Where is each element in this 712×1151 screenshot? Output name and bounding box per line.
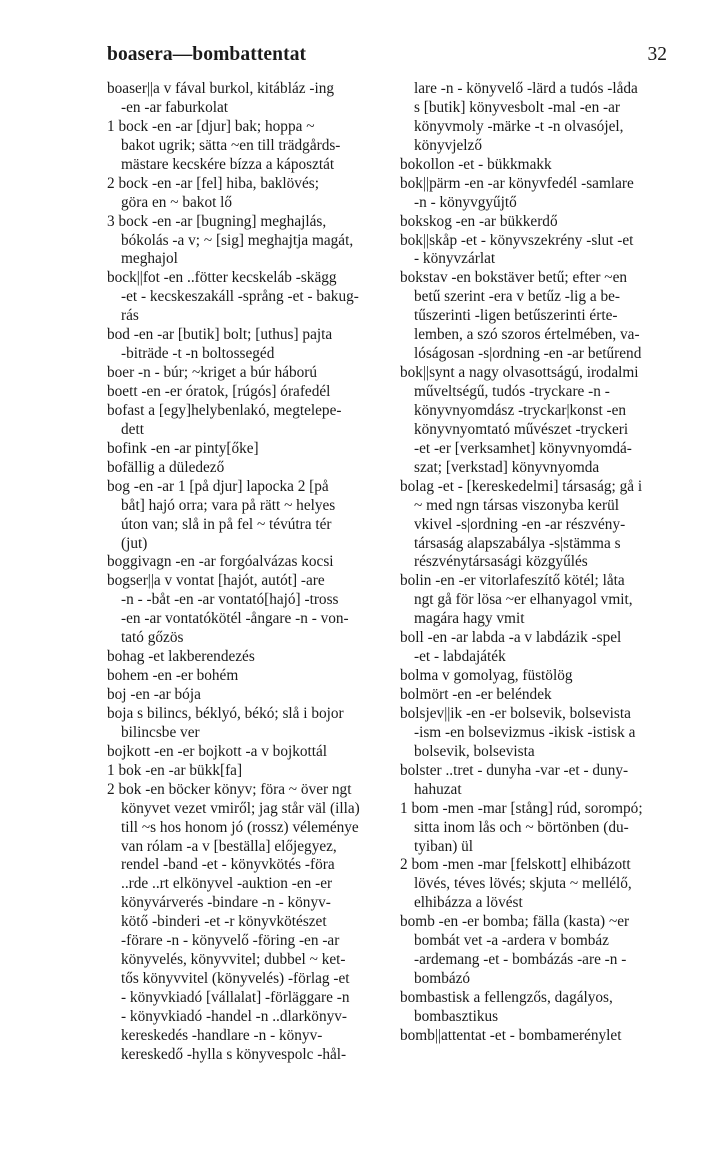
entry-line: bock||fot -en ..fötter kecskeláb -skägg xyxy=(107,269,337,287)
continuation-line: -et - labdajáték xyxy=(414,648,506,666)
continuation-line: könyvjelző xyxy=(414,136,482,154)
continuation-line: (jut) xyxy=(121,534,148,552)
entry-line: bog -en -ar 1 [på djur] lapocka 2 [på xyxy=(107,477,329,495)
entry-line: bofällig a düledező xyxy=(107,458,225,476)
continuation-line: kereskedés -handlare -n - könyv- xyxy=(121,1026,323,1044)
continuation-line: ngt gå för lösa ~er elhanyagol vmit, xyxy=(414,591,633,609)
entry-line: boggivagn -en -ar forgóalvázas kocsi xyxy=(107,553,334,571)
continuation-line: magára hagy vmit xyxy=(414,610,525,628)
continuation-line: -förare -n - könyvelő -föring -en -ar xyxy=(121,932,340,950)
right-column xyxy=(400,80,672,1046)
continuation-line: mästare kecskére bízza a káposztát xyxy=(121,155,335,173)
entry-line: boaser||a v fával burkol, kitábláz -ing xyxy=(107,80,334,97)
continuation-line: -et - kecskeszakáll -språng -et - bakug- xyxy=(121,288,359,306)
entry-line: 3 bock -en -ar [bugning] meghajlás, xyxy=(107,212,327,230)
entry-line: bomb -en -er bomba; fälla (kasta) ~er xyxy=(400,913,630,931)
entry-line: bohem -en -er bohém xyxy=(107,667,239,685)
continuation-line: kötő -binderi -et -r könyvkötészet xyxy=(121,913,327,931)
continuation-line: tató gőzös xyxy=(121,629,184,647)
continuation-line: rás xyxy=(121,307,139,325)
continuation-line: ..rde ..rt elkönyvel -auktion -en -er xyxy=(121,875,333,893)
entry-line: boett -en -er óratok, [rúgós] órafedél xyxy=(107,383,331,400)
continuation-line: bakot ugrik; sätta ~en till trädgårds- xyxy=(121,136,341,154)
entry-line: boll -en -ar labda -a v labdázik -spel xyxy=(400,629,622,647)
continuation-line: -n - -båt -en -ar vontató[hajó] -tross xyxy=(121,591,339,609)
entry-line: bokollon -et - bükkmakk xyxy=(400,155,552,173)
continuation-line: s [butik] könyvesbolt -mal -en -ar xyxy=(414,98,621,116)
continuation-line: könyvelés, könyvvitel; dubbel ~ ket- xyxy=(121,951,346,969)
continuation-line: meghajol xyxy=(121,250,178,268)
entry-line: bok||pärm -en -ar könyvfedél -samlare xyxy=(400,174,634,192)
entry-line: 2 bok -en böcker könyv; föra ~ över ngt xyxy=(107,780,352,798)
continuation-line: lövés, téves lövés; skjuta ~ mellélő, xyxy=(414,875,632,893)
continuation-line: båt] hajó orra; vara på rätt ~ helyes xyxy=(121,496,336,514)
entry-line: bod -en -ar [butik] bolt; [uthus] pajta xyxy=(107,326,333,344)
continuation-line: kereskedő -hylla s könyvespolc -hål- xyxy=(121,1045,347,1063)
continuation-line: könyvnyomdász -tryckar|konst -en xyxy=(414,401,627,419)
entry-line: boja s bilincs, béklyó, békó; slå i bojor xyxy=(107,704,344,722)
continuation-line: szat; [verkstad] könyvnyomda xyxy=(414,458,600,476)
continuation-line: társaság alapszabálya -s|stämma s xyxy=(414,534,621,552)
entry-line: bolsjev||ik -en -er bolsevik, bolsevista xyxy=(400,704,631,722)
continuation-line: - könyvkiadó -handel -n ..dlarkönyv- xyxy=(121,1007,347,1025)
continuation-line: -en -ar vontatókötél -ångare -n - von- xyxy=(121,610,349,628)
entry-line: bokskog -en -ar bükkerdő xyxy=(400,212,558,230)
entry-line: bokstav -en bokstäver betű; efter ~en xyxy=(400,269,628,287)
entry-line: 1 bock -en -ar [djur] bak; hoppa ~ xyxy=(107,117,315,135)
entry-line: 2 bom -men -mar [felskott] elhibázott xyxy=(400,856,631,874)
continuation-line: könyvárverés -bindare -n - könyv- xyxy=(121,894,331,912)
page-header xyxy=(107,44,667,74)
entry-line: 1 bom -men -mar [stång] rúd, sorompó; xyxy=(400,799,643,817)
continuation-line: könyvmoly -märke -t -n olvasójel, xyxy=(414,117,624,135)
continuation-line: hahuzat xyxy=(414,780,462,798)
continuation-line: -ardemang -et - bombázás -are -n - xyxy=(414,951,627,969)
continuation-line: bombasztikus xyxy=(414,1007,499,1025)
continuation-line: sitta inom lås och ~ börtönben (du- xyxy=(414,818,629,836)
left-column xyxy=(107,80,375,1065)
continuation-line: - könyvkiadó [vállalat] -förläggare -n xyxy=(121,989,350,1006)
continuation-line: göra en ~ bakot lő xyxy=(121,193,233,211)
running-head: boasera—bombattentat xyxy=(107,44,307,65)
entry-line: bok||skåp -et - könyvszekrény -slut -et xyxy=(400,231,634,249)
continuation-line: lóságosan -s|ordning -en -ar betűrend xyxy=(414,345,642,363)
entry-line: boer -n - búr; ~kriget a búr háború xyxy=(107,364,318,382)
continuation-line: könyvet vezet vmiről; jag står väl (illa) xyxy=(121,799,360,817)
continuation-line: bolsevik, bolsevista xyxy=(414,742,535,760)
continuation-line: -en -ar faburkolat xyxy=(121,98,229,116)
continuation-line: -biträde -t -n boltossegéd xyxy=(121,345,275,363)
page-number: 32 xyxy=(647,44,667,65)
entry-line: bofast a [egy]helybenlakó, megtelepe- xyxy=(107,401,342,419)
continuation-line: úton van; slå in på fel ~ tévútra tér xyxy=(121,515,332,533)
entry-line: bolin -en -er vitorlafeszítő kötél; låta xyxy=(400,572,625,590)
entry-line: 2 bock -en -ar [fel] hiba, baklövés; xyxy=(107,174,319,192)
continuation-line: elhibázza a lövést xyxy=(414,894,523,912)
continuation-line: lare -n - könyvelő -lärd a tudós -låda xyxy=(414,80,638,97)
continuation-line: ~ med ngn társas viszonyba kerül xyxy=(414,496,619,514)
entry-line: bolster ..tret - dunyha -var -et - duny- xyxy=(400,761,629,779)
entry-line: bombastisk a fellengzős, dagályos, xyxy=(400,989,613,1006)
continuation-line: bókolás -a v; ~ [sig] meghajtja magát, xyxy=(121,231,354,249)
entry-line: bolmört -en -er beléndek xyxy=(400,686,552,703)
entry-line: bojkott -en -er bojkott -a v bojkottál xyxy=(107,742,328,760)
continuation-line: részvénytársasági közgyűlés xyxy=(414,553,588,571)
entry-line: bolma v gomolyag, füstölög xyxy=(400,667,573,685)
continuation-line: -ism -en bolsevizmus -ikisk -istisk a xyxy=(414,723,636,741)
continuation-line: - könyvzárlat xyxy=(414,250,496,268)
continuation-line: bombázó xyxy=(414,970,471,988)
entry-line: bofink -en -ar pinty[őke] xyxy=(107,439,259,457)
continuation-line: dett xyxy=(121,420,144,438)
continuation-line: bombát vet -a -ardera v bombáz xyxy=(414,932,609,950)
continuation-line: lemben, a szó szoros értelmében, va- xyxy=(414,326,640,344)
continuation-line: bilincsbe ver xyxy=(121,723,200,741)
entry-line: bok||synt a nagy olvasottságú, irodalmi xyxy=(400,364,639,382)
continuation-line: betű szerint -era v betűz -lig a be- xyxy=(414,288,620,306)
entry-line: bomb||attentat -et - bombamerénylet xyxy=(400,1026,622,1044)
continuation-line: műveltségű, tudós -tryckare -n - xyxy=(414,383,610,400)
continuation-line: -et -er [verksamhet] könyvnyomdá- xyxy=(414,439,632,457)
entry-line: 1 bok -en -ar bükk[fa] xyxy=(107,761,243,779)
continuation-line: vkivel -s|ordning -en -ar részvény- xyxy=(414,515,626,533)
continuation-line: -n - könyvgyűjtő xyxy=(414,193,517,211)
continuation-line: van rólam -a v [beställa] előjegyez, xyxy=(121,837,337,855)
continuation-line: rendel -band -et - könyvkötés -föra xyxy=(121,856,335,874)
continuation-line: tűszerinti -ligen betűszerinti érte- xyxy=(414,307,618,325)
entry-line: bohag -et lakberendezés xyxy=(107,648,255,666)
continuation-line: tyiban) ül xyxy=(414,837,474,855)
entry-line: boj -en -ar bója xyxy=(107,686,201,703)
entry-line: bolag -et - [kereskedelmi] társaság; gå i xyxy=(400,477,643,495)
continuation-line: tős könyvvitel (könyvelés) -förlag -et xyxy=(121,970,350,988)
continuation-line: könyvnyomtató művészet -tryckeri xyxy=(414,420,629,438)
continuation-line: till ~s hos honom jó (rossz) véleménye xyxy=(121,818,359,836)
entry-line: bogser||a v vontat [hajót, autót] -are xyxy=(107,572,325,590)
